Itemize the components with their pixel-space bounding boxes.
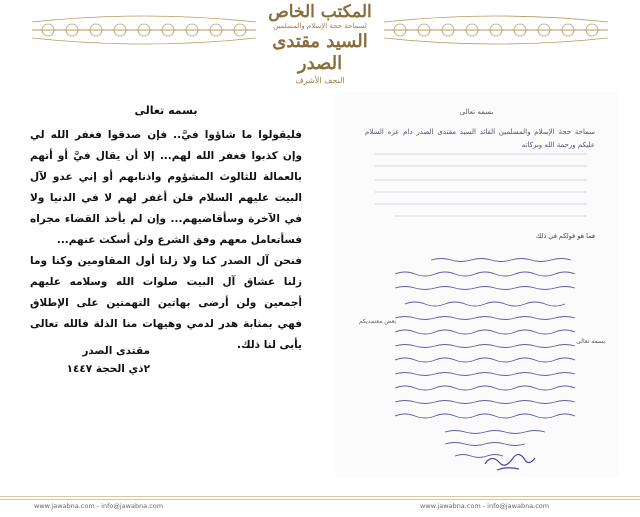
letterhead-seal [250, 2, 390, 84]
letterhead-city: النجف الأشرف [295, 76, 345, 85]
letterhead-office: المكتب الخاص [268, 2, 372, 22]
scanned-signoff: بعض معتمديكم [358, 318, 397, 325]
scanned-body: سماحة حجة الإسلام والمسلمين القائد السيد مقتدى الصدر دام عزه السلام عليكم ورحمة الله وبركاته [365, 128, 595, 149]
signature-name: مقتدى الصدر [82, 345, 150, 357]
typed-paragraph-2: فنحن آل الصدر كنا ولا زلنا أول المقاومين وكنا وما زلنا عشاق آل البيت صلوات الله وسلامه عليهم أجمعين ولن أرضى بهاتين التهمتين على الإطلاق فهي بمثابة هدر لدمي وهيهات منا الذلة فالله تعالى يأبى لنا ذلك. [30, 255, 302, 351]
letterhead [0, 0, 640, 88]
scanned-reply-basmala: بسمه تعالى [576, 338, 605, 345]
footer [0, 482, 640, 517]
letterhead-name: السيد مقتدى الصدر [272, 31, 368, 74]
signature-block [30, 342, 150, 378]
typed-paragraph-1: فليقولوا ما شاؤوا فيَّ.. فإن صدقوا فغفر الله لي وإن كذبوا فغفر الله لهم... إلا أن يقال فيَّ أو أتهم بالعمالة للثالوث المشؤوم واذنابهم أو إني عدو لآل البيت عليهم السلام فلن أغفر لهم لا في الدنيا ولا في الآخرة وسأقاضيهم... وإن لم يأخذ القضاء مجراه فسأتعامل معهم وفق الشرع ولن أسكت عنهم... [30, 129, 302, 246]
typed-basmala: بسمه تعالى [134, 104, 198, 117]
scanned-closing: فما هو قولكم في ذلك [535, 232, 595, 240]
typed-letter [30, 100, 302, 356]
letterhead-subtitle: لسماحة حجة الإسلام والمسلمين [273, 22, 367, 30]
footer-contact-left[interactable]: www.jawabna.com - info@jawabna.com [34, 502, 164, 510]
ornament-left-icon [28, 12, 260, 48]
signature-date: ٢ذي الحجة ١٤٤٧ [66, 363, 150, 375]
ornament-right-icon [380, 12, 612, 48]
footer-ornament-icon [0, 496, 640, 500]
scanned-basmala: بسمه تعالى [459, 108, 494, 116]
footer-contact-right[interactable]: www.jawabna.com - info@jawabna.com [420, 502, 550, 510]
scanned-letter [335, 92, 618, 477]
